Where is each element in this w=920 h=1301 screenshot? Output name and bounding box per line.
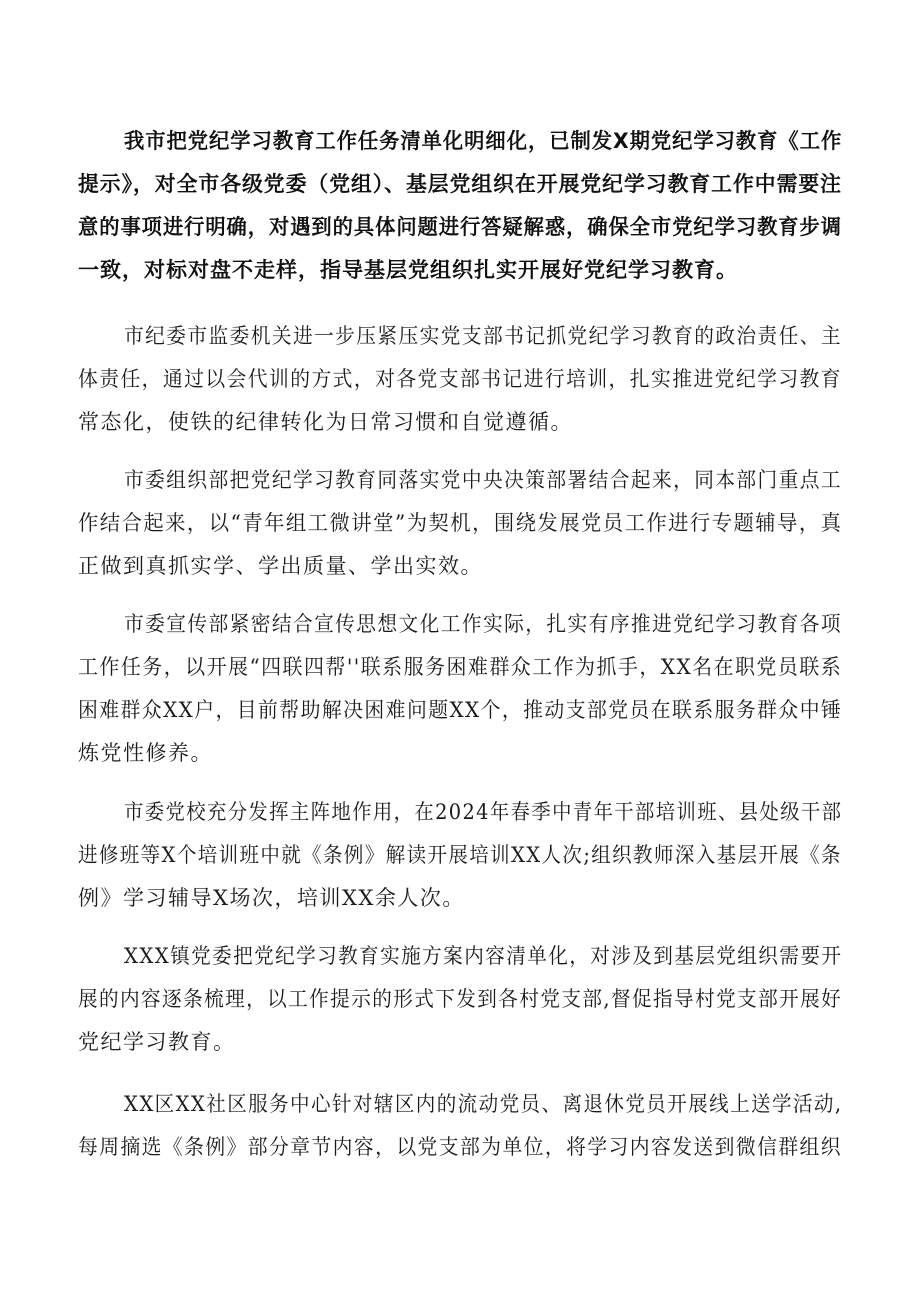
text-line: 炼党性修养。 [78,741,213,765]
text-line: 正做到真抓实学、学出质量、学出实效。 [78,554,483,578]
text-line: 党纪学习教育。 [78,1030,236,1054]
text-line: 提示》，对全市各级党委（党组）、基层党组织在开展党纪学习教育工作中需要注 [78,172,842,196]
text-line: 市委宣传部紧密结合宣传思想文化工作实际，扎实有序推进党纪学习教育各项 [124,612,843,636]
text-line: 每周摘选《条例》部分章节内容，以党支部为单位，将学习内容发送到微信群组织 [78,1135,842,1159]
text-line: 展的内容逐条梳理，以工作提示的形式下发到各村党支部,督促指导村党支部开展好 [78,987,843,1011]
text-line: 意的事项进行明确，对遇到的具体问题进行答疑解惑，确保全市党纪学习教育步调 [78,215,842,239]
text-line: 困难群众XX户，目前帮助解决困难问题XX个，推动支部党员在联系服务群众中锤 [78,698,843,722]
text-line: 我市把党纪学习教育工作任务清单化明细化，已制发X期党纪学习教育《工作 [124,129,843,153]
text-line: 作结合起来，以“青年组工微讲堂”为契机，围绕发展党员工作进行专题辅导，真 [78,511,843,535]
text-line: 市纪委市监委机关进一步压紧压实党支部书记抓党纪学习教育的政治责任、主 [124,324,843,348]
text-line: 市委党校充分发挥主阵地作用，在2024年春季中青年干部培训班、县处级干部 [124,800,843,824]
text-line: 体责任，通过以会代训的方式，对各党支部书记进行培训，扎实推进党纪学习教育 [78,367,842,391]
text-line: 工作任务，以开展“四联四帮''联系服务困难群众工作为抓手，XX名在职党员联系 [78,655,843,679]
text-line: 进修班等X个培训班中就《条例》解读开展培训XX人次;组织教师深入基层开展《条 [78,843,842,867]
text-line: 例》学习辅导X场次，培训XX余人次。 [78,886,465,910]
text-line: XX区XX社区服务中心针对辖区内的流动党员、离退休党员开展线上送学活动, [124,1092,843,1116]
text-line: 常态化，使铁的纪律转化为日常习惯和自觉遵循。 [78,410,573,434]
text-line: 市委组织部把党纪学习教育同落实党中央决策部署结合起来，同本部门重点工 [124,468,843,492]
text-line: 一致，对标对盘不走样，指导基层党组织扎实开展好党纪学习教育。 [78,258,738,282]
text-line: XXX镇党委把党纪学习教育实施方案内容清单化，对涉及到基层党组织需要开 [124,944,843,968]
